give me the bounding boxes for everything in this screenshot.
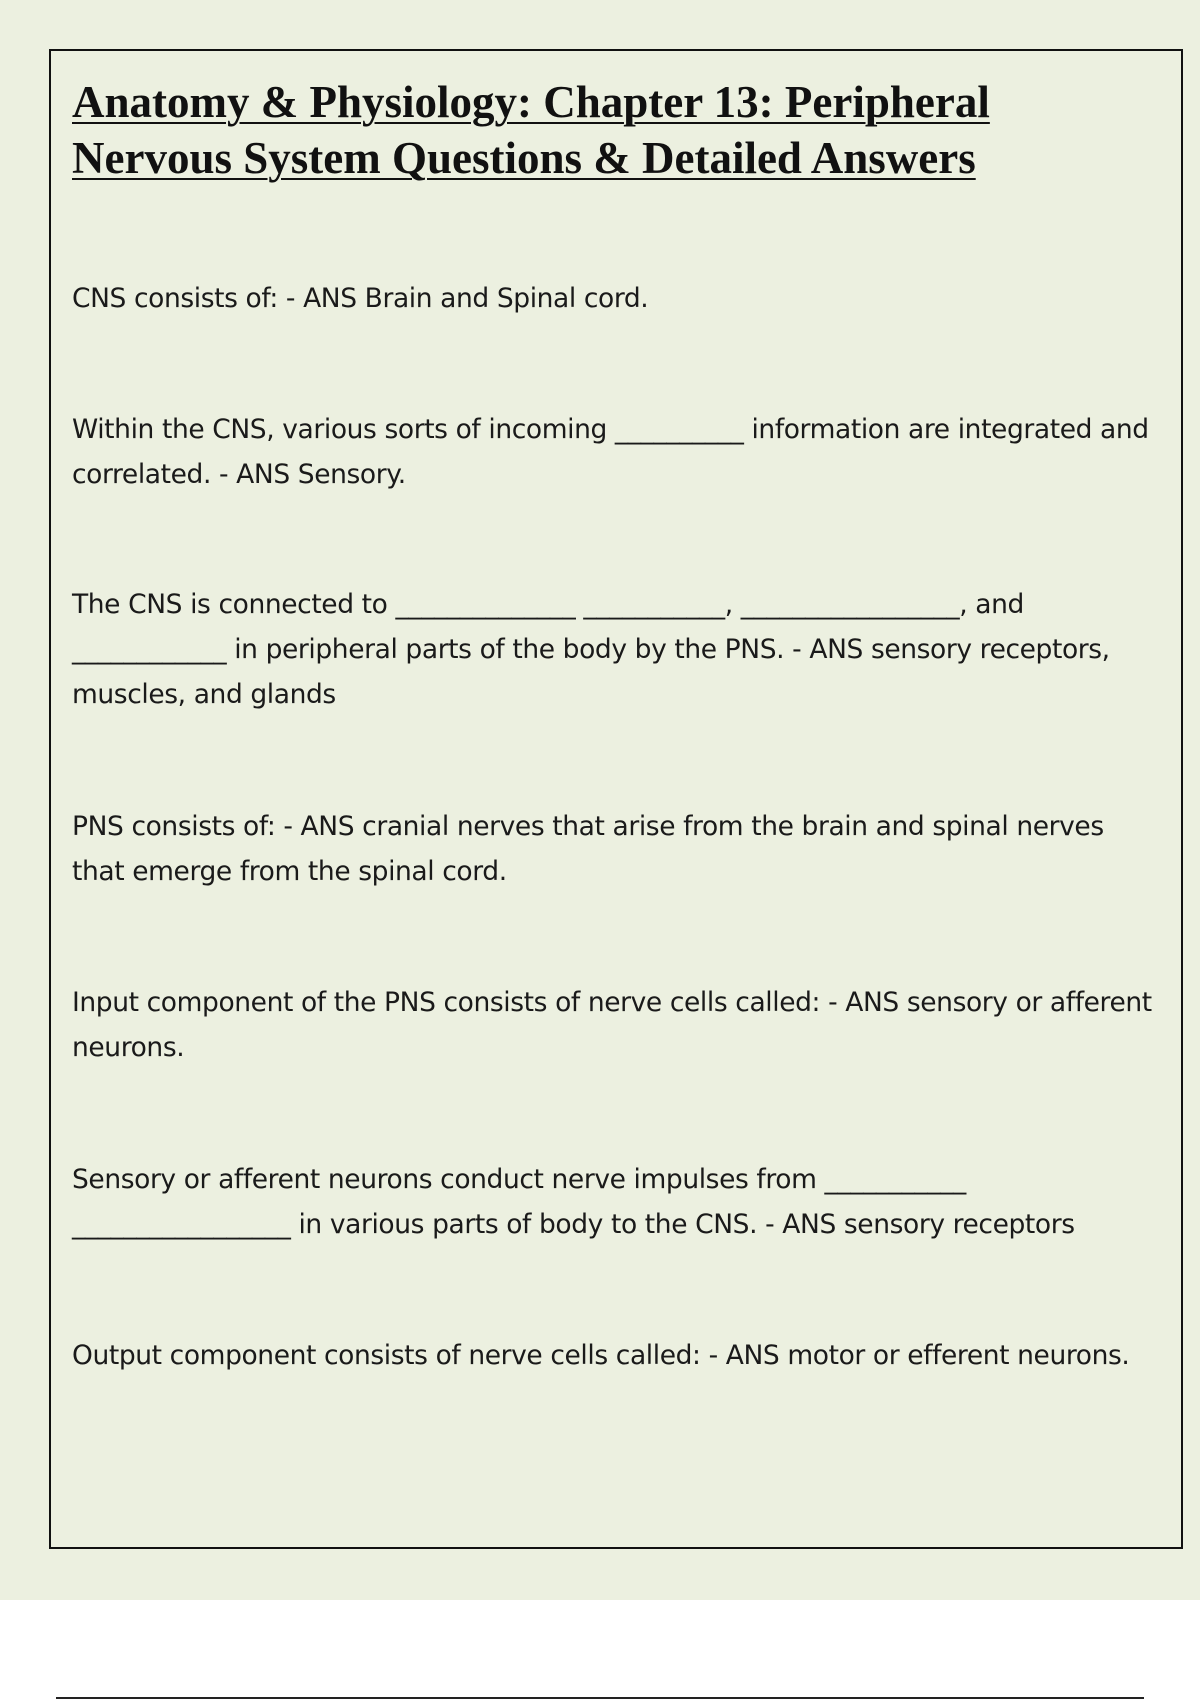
document-frame [49,49,1183,1549]
qa-item-7: Output component consists of nerve cells called: - ANS motor or efferent neurons. [72,1340,1130,1371]
qa-item-6: Sensory or afferent neurons conduct nerve impulses from ___________ _________________ in various parts of body to the CNS. - ANS sensory receptors [72,1164,1075,1240]
qa-item-3: The CNS is connected to ______________ ___________, _________________, and ____________ in peripheral parts of the body by the PNS. - ANS sensory receptors, muscles, and glands [72,589,1110,710]
qa-item-5: Input component of the PNS consists of nerve cells called: - ANS sensory or afferent neurons. [72,987,1152,1063]
qa-item-2: Within the CNS, various sorts of incoming __________ information are integrated and correlated. - ANS Sensory. [72,414,1149,490]
qa-item-1: CNS consists of: - ANS Brain and Spinal cord. [72,283,649,314]
footer-rule [56,1697,1144,1699]
qa-item-4: PNS consists of: - ANS cranial nerves that arise from the brain and spinal nerves that emerge from the spinal cord. [72,811,1104,887]
document-title: Anatomy & Physiology: Chapter 13: Peripheral Nervous System Questions & Detailed Answers [72,77,990,183]
